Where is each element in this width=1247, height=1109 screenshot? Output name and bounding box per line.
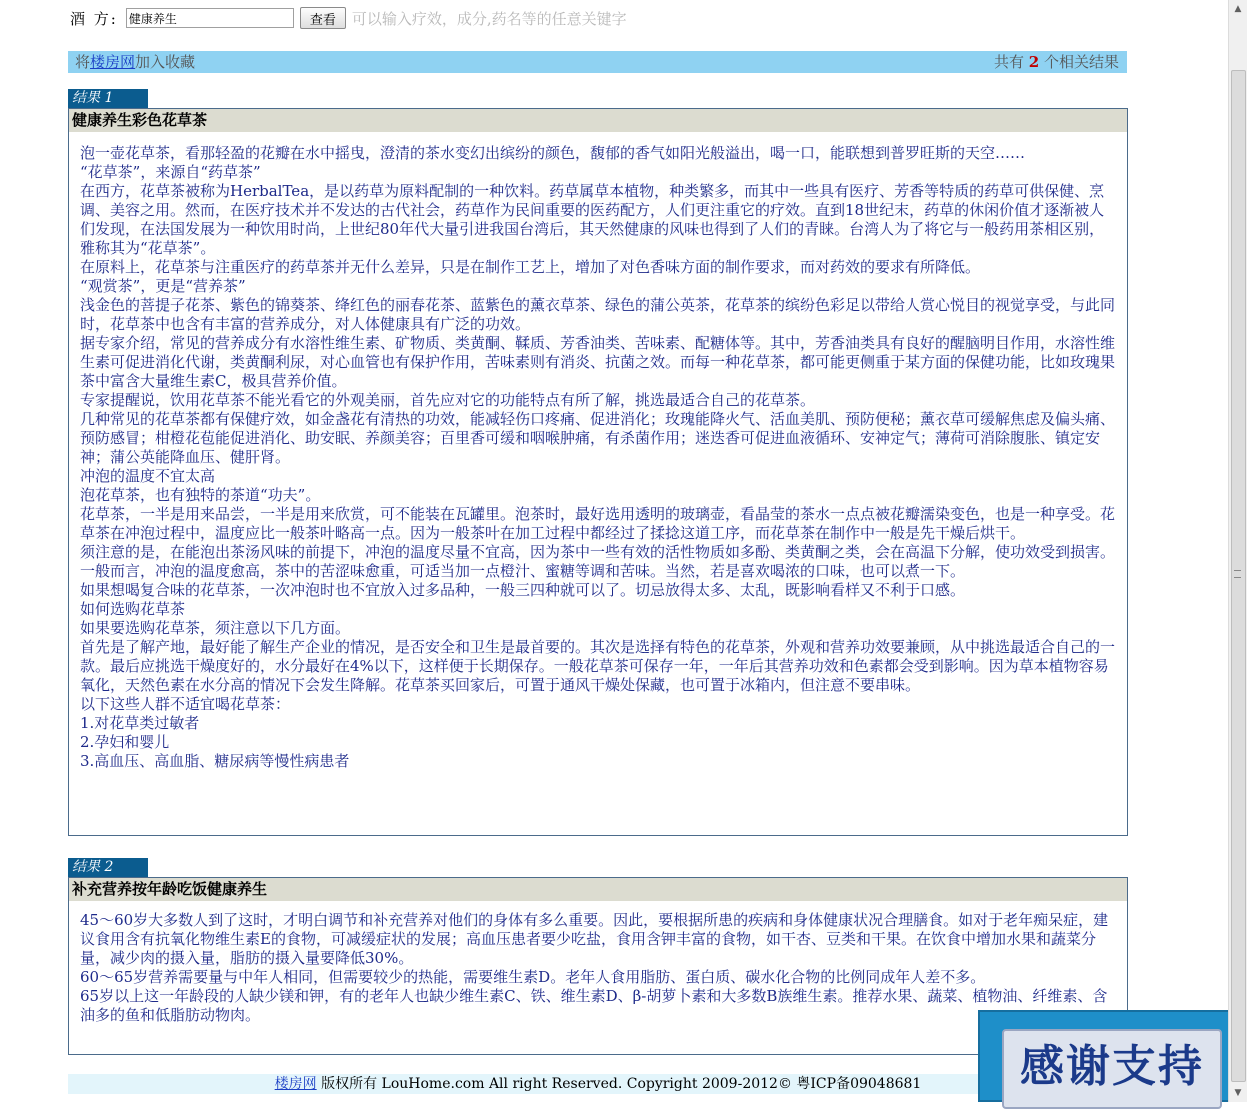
thanks-support-text: 感谢支持 bbox=[1020, 1041, 1204, 1092]
add-favorite bbox=[75, 51, 195, 73]
content-paragraph: “花草茶”，来源自“药草茶” bbox=[80, 163, 261, 181]
vertical-scrollbar[interactable] bbox=[1228, 0, 1247, 1102]
content-paragraph: 首先是了解产地，最好能了解生产企业的情况，是否安全和卫生是最首要的。其次是选择有特色的花草茶，外观和营养功效要兼顾，从中挑选最适合自己的一款。最后应挑选干燥度好的，水分最好在4%以下，这样便于长期保存。一般花草茶可保存一年，一年后其营养功效和色素都会受到影响。因为草本植物容易氧化，天然色素在水分高的情况下会发生降解。花草茶买回家后，可置于通风干燥处保藏，也可置于冰箱内，但注意不要串味。 bbox=[80, 638, 1116, 694]
content-paragraph: 65岁以上这一年龄段的人缺少镁和钾，有的老年人也缺少维生素C、铁、维生素D、β-胡萝卜素和大多数B族维生素。推荐水果、蔬菜、植物油、纤维素、含油多的鱼和低脂肪动物肉。 bbox=[80, 987, 1108, 1024]
search-input[interactable] bbox=[126, 8, 294, 28]
content-paragraph: 如果想喝复合味的花草茶，一次冲泡时也不宜放入过多品种，一般三四种就可以了。切忌放得太多、太乱，既影响看样又不利于口感。 bbox=[80, 581, 966, 599]
thanks-support-panel bbox=[1002, 1029, 1222, 1109]
results-header-bar bbox=[68, 51, 1127, 73]
result-title: 补充营养按年龄吃饭健康养生 bbox=[69, 878, 1127, 901]
result-count bbox=[994, 51, 1119, 73]
result-content bbox=[69, 132, 1127, 771]
count-prefix: 共有 bbox=[994, 53, 1029, 71]
scroll-up-icon[interactable]: ▲ bbox=[1234, 4, 1242, 14]
result-title: 健康养生彩色花草茶 bbox=[69, 109, 1127, 132]
content-paragraph: 如果要选购花草茶，须注意以下几方面。 bbox=[80, 619, 351, 637]
result-content bbox=[69, 901, 1127, 1025]
view-button[interactable]: 查看 bbox=[300, 7, 346, 29]
content-paragraph: 泡一壶花草茶，看那轻盈的花瓣在水中摇曳，澄清的茶水变幻出缤纷的颜色，馥郁的香气如阳光般溢出，喝一口，能联想到普罗旺斯的天空…… bbox=[80, 144, 1026, 162]
content-paragraph: “观赏茶”，更是“营养茶” bbox=[80, 277, 246, 295]
search-bar bbox=[70, 6, 627, 30]
content-paragraph: 浅金色的菩提子花茶、紫色的锦葵茶、绛红色的丽春花茶、蓝紫色的薰衣草茶、绿色的蒲公英茶，花草茶的缤纷色彩足以带给人赏心悦目的视觉享受，与此同时，花草茶中也含有丰富的营养成分，对人体健康具有广泛的功效。 bbox=[80, 296, 1116, 333]
site-link[interactable]: 楼房网 bbox=[90, 53, 136, 71]
fav-prefix: 将 bbox=[75, 53, 91, 71]
result-block-1 bbox=[68, 89, 1128, 836]
search-label: 酒 方: bbox=[70, 9, 118, 28]
content-paragraph: 以下这些人群不适宜喝花草茶： bbox=[80, 695, 291, 713]
content-paragraph: 在西方，花草茶被称为HerbalTea，是以药草为原料配制的一种饮料。药草属草本植物，种类繁多，而其中一些具有医疗、芳香等特质的药草可供保健、烹调、美容之用。然而，在医疗技术并不发达的古代社会，药草作为民间重要的医药配方，人们更注重它的疗效。直到18世纪末，药草的休闲价值才逐渐被人们发现，在法国发展为一种饮用时尚，上世纪80年代大量引进我国台湾后，其天然健康的风味也得到了人们的青睐。台湾人为了将它与一般药用茶相区别，雅称其为“花草茶”。 bbox=[80, 182, 1105, 257]
content-paragraph: 专家提醒说，饮用花草茶不能光看它的外观美丽，首先应对它的功能特点有所了解，挑选最适合自己的花草茶。 bbox=[80, 391, 816, 409]
content-paragraph: 60～65岁营养需要量与中年人相同，但需要较少的热能，需要维生素D。老年人食用脂肪、蛋白质、碳水化合物的比例同成年人差不多。 bbox=[80, 968, 986, 986]
content-paragraph: 1.对花草类过敏者 bbox=[80, 714, 200, 732]
count-suffix: 个相关结果 bbox=[1039, 53, 1119, 71]
content-paragraph: 3.高血压、高血脂、糖尿病等慢性病患者 bbox=[80, 752, 350, 770]
content-paragraph: 45～60岁大多数人到了这时，才明白调节和补充营养对他们的身体有多么重要。因此，要根据所患的疾病和身体健康状况合理膳食。如对于老年痴呆症，建议食用含有抗氧化物维生素E的食物，可减缓症状的发展；高血压患者要少吃盐，食用含钾丰富的食物，如干杏、豆类和干果。在饮食中增加水果和蔬菜分量，减少肉的摄入量，脂肪的摄入量要降低30%。 bbox=[80, 911, 1109, 967]
result-box bbox=[68, 108, 1128, 836]
result-box bbox=[68, 877, 1128, 1055]
search-hint: 可以输入疗效，成分,药名等的任意关键字 bbox=[351, 9, 627, 28]
result-tag: 结果 2 bbox=[68, 858, 148, 877]
scroll-down-icon[interactable]: ▼ bbox=[1234, 1088, 1242, 1098]
content-paragraph: 在原料上，花草茶与注重医疗的药草茶并无什么差异，只是在制作工艺上，增加了对色香味方面的制作要求，而对药效的要求有所降低。 bbox=[80, 258, 981, 276]
fav-suffix[interactable]: 加入收藏 bbox=[135, 53, 196, 71]
content-paragraph: 据专家介绍，常见的营养成分有水溶性维生素、矿物质、类黄酮、鞣质、芳香油类、苦味素、配糖体等。其中，芳香油类具有良好的醒脑明目作用，水溶性维生素可促进消化代谢，类黄酮利尿，对心血管也有保护作用，苦味素则有消炎、抗菌之效。而每一种花草茶，都可能更侧重于某方面的保健功能，比如玫瑰果茶中富含大量维生素C，极具营养价值。 bbox=[80, 334, 1116, 390]
result-count-number: 2 bbox=[1028, 53, 1040, 71]
footer-copyright: 版权所有 LouHome.com All right Reserved. Copyright 2009-2012© 粤ICP备09048681 bbox=[316, 1076, 922, 1092]
scroll-grip-icon bbox=[1234, 570, 1241, 578]
content-paragraph: 花草茶，一半是用来品尝，一半是用来欣赏，可不能装在瓦罐里。泡茶时，最好选用透明的玻璃壶，看晶莹的茶水一点点被花瓣濡染变色，也是一种享受。花草茶在冲泡过程中，温度应比一般茶叶略高一点。因为一般茶叶在加工过程中都经过了揉捻这道工序，而花草茶在制作中一般是先干燥后烘干。 bbox=[80, 505, 1116, 542]
result-tag: 结果 1 bbox=[68, 89, 148, 108]
content-paragraph: 冲泡的温度不宜太高 bbox=[80, 467, 216, 485]
footer-site-link[interactable]: 楼房网 bbox=[274, 1076, 317, 1092]
thanks-support-banner[interactable] bbox=[978, 1010, 1240, 1102]
footer bbox=[68, 1074, 1128, 1094]
content-paragraph: 如何选购花草茶 bbox=[80, 600, 186, 618]
result-block-2 bbox=[68, 858, 1128, 1055]
content-paragraph: 泡花草茶，也有独特的茶道“功夫”。 bbox=[80, 486, 321, 504]
content-paragraph: 2.孕妇和婴儿 bbox=[80, 733, 170, 751]
content-paragraph: 须注意的是，在能泡出茶汤风味的前提下，冲泡的温度尽量不宜高，因为茶中一些有效的活性物质如多酚、类黄酮之类，会在高温下分解，使功效受到损害。一般而言，冲泡的温度愈高，茶中的苦涩味愈重，可适当加一点橙汁、蜜糖等调和苦味。当然，若是喜欢喝浓的口味，也可以煮一下。 bbox=[80, 543, 1116, 580]
content-paragraph: 几种常见的花草茶都有保健疗效，如金盏花有清热的功效，能减轻伤口疼痛、促进消化；玫瑰能降火气、活血美肌、预防便秘；薰衣草可缓解焦虑及偏头痛、预防感冒；柑橙花苞能促进消化、助安眠、养颜美容；百里香可缓和咽喉肿痛，有杀菌作用；迷迭香可促进血液循环、安神定气；薄荷可消除腹胀、镇定安神；蒲公英能降血压、健肝肾。 bbox=[80, 410, 1116, 466]
